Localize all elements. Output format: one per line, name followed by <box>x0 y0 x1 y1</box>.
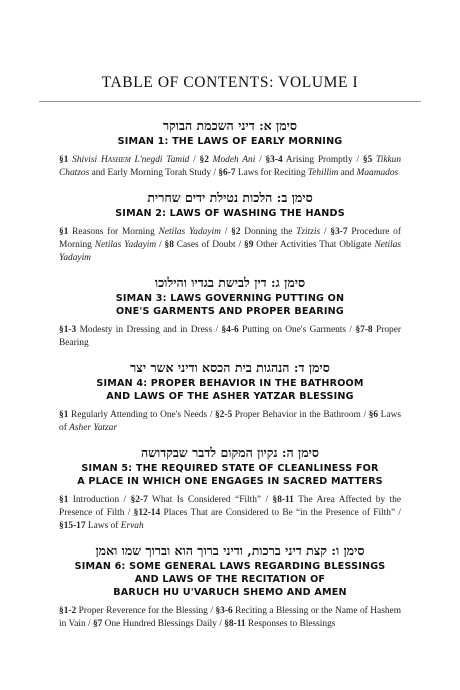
contents-text: Donning the <box>240 227 297 237</box>
contents-text: and Early Morning Torah Study / <box>89 168 219 178</box>
contents-text: Laws of <box>85 521 121 531</box>
contents-text: / <box>220 227 232 237</box>
contents-text: / <box>189 155 200 165</box>
contents-text: Places That are Considered to Be “in the Presence of Filth” / <box>160 508 402 518</box>
contents-text: Laws for Reciting <box>235 168 308 178</box>
section-contents <box>59 226 401 265</box>
contents-text: Laws of <box>59 410 401 433</box>
toc-section <box>59 445 401 533</box>
siman-title <box>59 292 401 318</box>
contents-text: Proper Bearing <box>59 325 402 348</box>
paragraph-number: §3-7 <box>330 227 348 237</box>
siman-title-line: BARUCH HU U'VARUCH SHEMO AND AMEN <box>113 587 347 598</box>
contents-text: Tikkun Chatzos <box>59 155 402 178</box>
contents-text: Procedure of Morning <box>59 227 401 250</box>
section-contents <box>59 154 401 180</box>
contents-text: One Hundred Blessings Daily / <box>102 619 225 629</box>
siman-title-line: SIMAN 2: LAWS OF WASHING THE HANDS <box>115 208 345 219</box>
toc-sections <box>59 118 401 631</box>
toc-section <box>59 190 401 265</box>
siman-title <box>59 135 401 148</box>
siman-title-line: ONE'S GARMENTS AND PROPER BEARING <box>116 306 344 317</box>
paragraph-number: §7-8 <box>355 325 373 335</box>
contents-text: Reasons for Morning <box>68 227 159 237</box>
contents-text: Netilas Yadayim <box>59 240 402 263</box>
contents-text: Tehillim <box>307 168 339 178</box>
paragraph-number: §9 <box>244 240 254 250</box>
contents-text: L'negdi Tamid <box>134 155 190 165</box>
hebrew-heading: סימן ד: הנהגות בית הכסא ודיני אשר יצר <box>130 360 330 375</box>
paragraph-number: §1-3 <box>59 325 77 335</box>
paragraph-number: §2-5 <box>214 410 233 420</box>
hebrew-heading: סימן א: דיני השכמת הבוקר <box>162 118 298 133</box>
contents-text: The Area Affected by the Presence of Filth / <box>59 495 401 518</box>
toc-section <box>59 360 401 435</box>
title-rule <box>39 101 421 102</box>
paragraph-number: §2 <box>231 227 241 237</box>
hebrew-heading: סימן ב: הלכות נטילת ידים שחרית <box>147 190 313 205</box>
toc-section <box>59 543 401 631</box>
contents-text: Shivisi <box>72 155 98 165</box>
paragraph-number: §4-6 <box>221 325 239 335</box>
contents-text: Responses to Blessings <box>245 619 336 629</box>
paragraph-number: §3-6 <box>215 606 233 616</box>
contents-text: Modesty in Dressing and in Dress / <box>76 325 222 335</box>
paragraph-number: §6-7 <box>218 168 236 178</box>
contents-text: Modeh Ani <box>212 155 256 165</box>
contents-text: Cases of Doubt / <box>173 240 245 250</box>
contents-text: Reciting a Blessing or the Name of Hashem in Vain / <box>59 606 401 629</box>
toc-section <box>59 275 401 350</box>
hebrew-heading: סימן ו: קצת דיני ברכות, ודיני ברוך הוא וברוך שמו ואמן <box>95 543 365 558</box>
contents-text: What Is Considered “Filth” / <box>147 495 273 505</box>
page-title: TABLE OF CONTENTS: VOLUME I <box>101 74 359 91</box>
paragraph-number: §7 <box>92 619 103 629</box>
contents-text: Netilas Yadayim <box>94 240 157 250</box>
paragraph-number: §2 <box>199 155 209 165</box>
paragraph-number: §1 <box>59 495 69 505</box>
section-contents <box>59 324 401 350</box>
contents-text: / <box>255 155 266 165</box>
section-contents <box>59 494 401 533</box>
paragraph-number: §3-4 <box>265 155 283 165</box>
paragraph-number: §6 <box>368 410 379 420</box>
paragraph-number: §5 <box>362 155 373 165</box>
paragraph-number: §1-2 <box>59 606 77 616</box>
siman-title-line: AND LAWS OF THE RECITATION OF <box>134 574 326 585</box>
siman-title-line: SIMAN 4: PROPER BEHAVIOR IN THE BATHROOM <box>96 378 364 389</box>
paragraph-number: §1 <box>59 410 69 420</box>
siman-title-line: SIMAN 1: THE LAWS OF EARLY MORNING <box>117 136 343 147</box>
toc-section <box>59 118 401 180</box>
contents-text: Introduction / <box>68 495 131 505</box>
siman-title-line: SIMAN 5: THE REQUIRED STATE OF CLEANLINESS FOR <box>81 463 379 474</box>
siman-title-line: SIMAN 3: LAWS GOVERNING PUTTING ON <box>115 293 345 304</box>
section-contents <box>59 605 401 631</box>
paragraph-number: §12-14 <box>133 508 161 518</box>
contents-text: Arising Promptly / <box>282 155 363 165</box>
siman-title-line: A PLACE IN WHICH ONE ENGAGES IN SACRED MATTERS <box>77 476 383 487</box>
contents-text: Putting on One's Garments / <box>238 325 356 335</box>
siman-title <box>59 207 401 220</box>
hebrew-heading: סימן ה: נקיון המקום לדבר שבקדושה <box>140 445 320 460</box>
paragraph-number: §8 <box>164 240 174 250</box>
paragraph-number: §1 <box>59 227 69 237</box>
contents-text: Proper Behavior in the Bathroom / <box>232 410 369 420</box>
contents-text: and <box>338 168 357 178</box>
contents-text: Regularly Attending to One's Needs / <box>68 410 215 420</box>
contents-text: / <box>320 227 331 237</box>
contents-text: Other Activities That Obligate <box>253 240 375 250</box>
siman-title <box>59 462 401 488</box>
contents-text: Maamados <box>356 168 399 178</box>
contents-text: Asher Yatzar <box>69 423 118 433</box>
contents-text: Hashem <box>100 155 131 165</box>
contents-text: Proper Reverence for the Blessing / <box>76 606 216 616</box>
contents-text: Netilas Yadayim <box>158 227 221 237</box>
contents-text: Ervah <box>120 521 144 531</box>
siman-title-line: SIMAN 6: SOME GENERAL LAWS REGARDING BLESSINGS <box>74 561 386 572</box>
hebrew-heading: סימן ג: דין לבישת בגדיו והילוכו <box>154 275 306 290</box>
paragraph-number: §8-11 <box>272 495 294 505</box>
paragraph-number: §15-17 <box>59 521 86 531</box>
section-contents <box>59 409 401 435</box>
paragraph-number: §2-7 <box>130 495 148 505</box>
paragraph-number: §1 <box>59 155 69 165</box>
contents-text: Tzitzis <box>296 227 321 237</box>
siman-title <box>59 377 401 403</box>
paragraph-number: §8-11 <box>224 619 246 629</box>
contents-text: / <box>156 240 165 250</box>
siman-title <box>59 560 401 599</box>
siman-title-line: AND LAWS OF THE ASHER YATZAR BLESSING <box>106 391 354 402</box>
